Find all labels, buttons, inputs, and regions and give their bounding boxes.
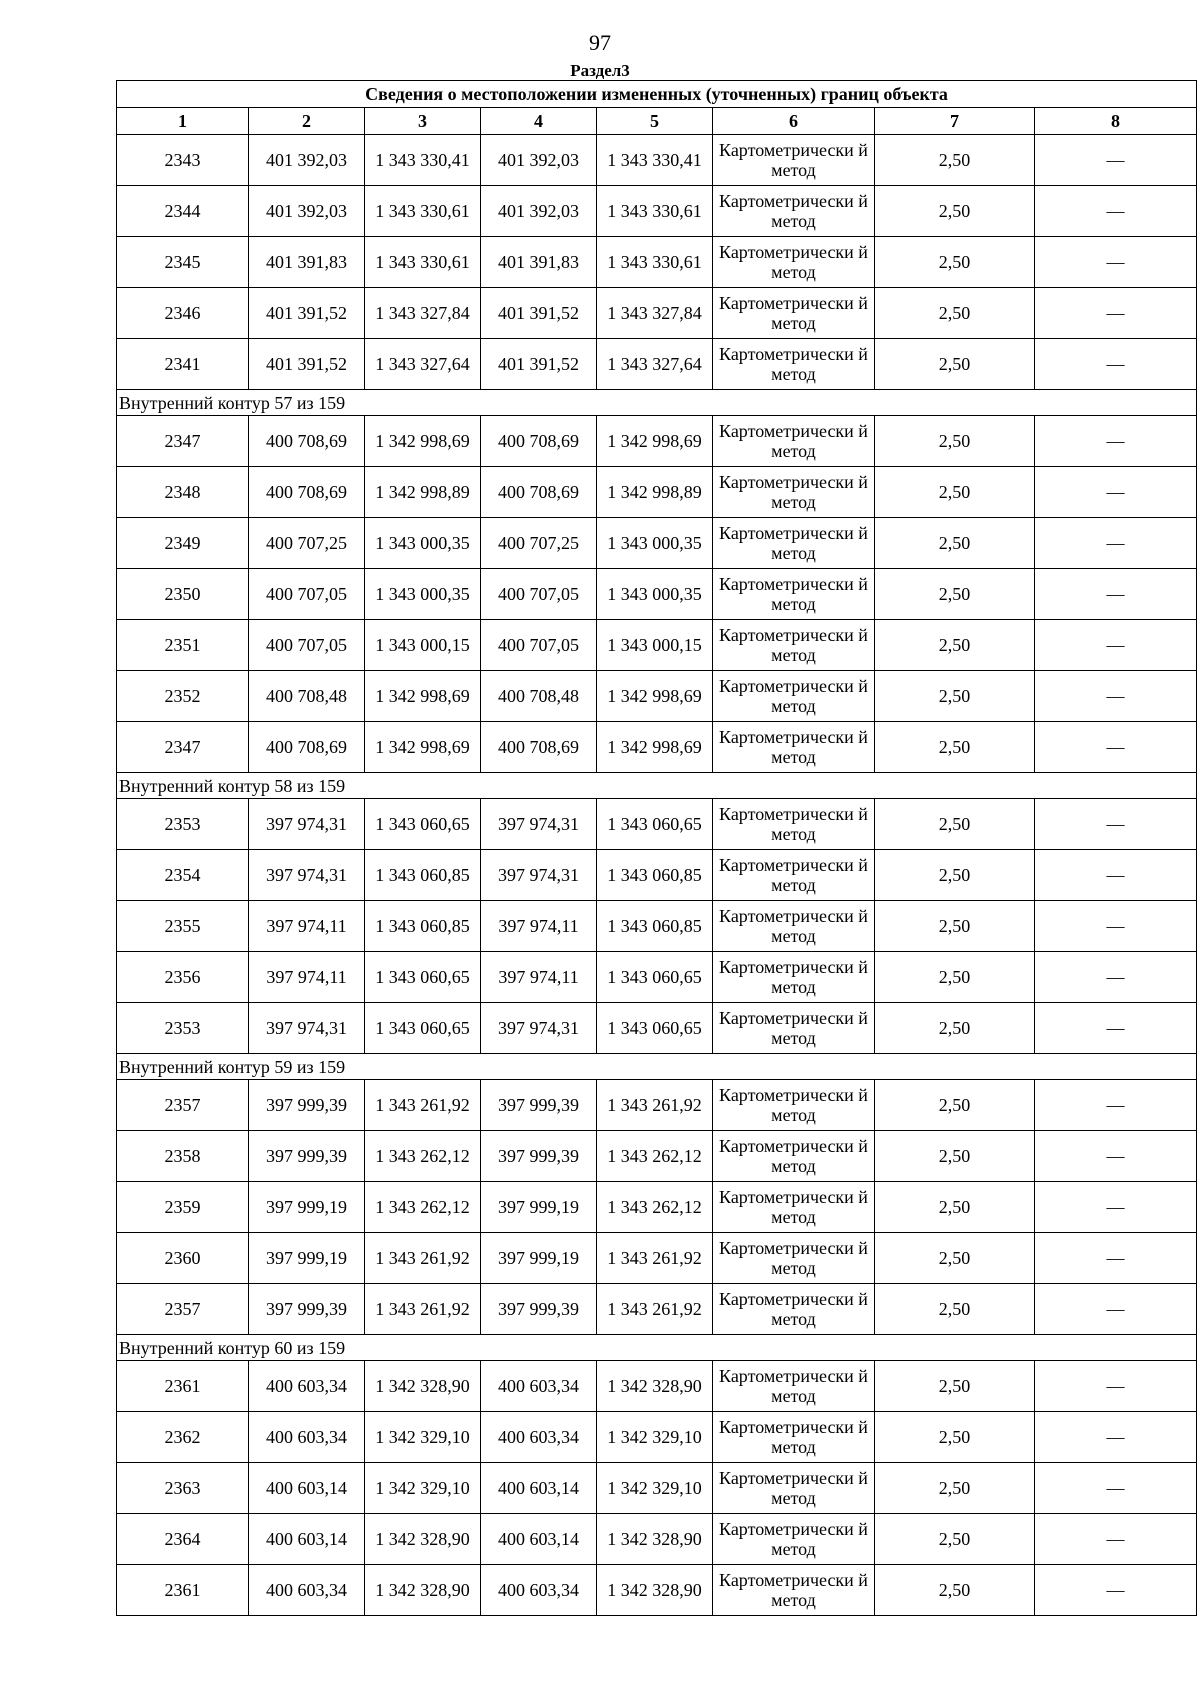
y-coord-cell: 1 343 330,61	[365, 237, 481, 288]
table-row	[117, 901, 1197, 952]
y-coord-cell: 1 343 262,12	[365, 1131, 481, 1182]
y-coord-new-cell: 1 343 060,65	[597, 952, 713, 1003]
accuracy-cell: 2,50	[875, 1514, 1035, 1565]
accuracy-cell: 2,50	[875, 416, 1035, 467]
contour-row	[117, 773, 1197, 799]
y-coord-new-cell: 1 343 261,92	[597, 1080, 713, 1131]
x-coord-cell: 397 974,31	[249, 1003, 365, 1054]
method-cell: Картометрически й метод	[713, 237, 875, 288]
accuracy-cell: 2,50	[875, 1131, 1035, 1182]
x-coord-cell: 400 708,48	[249, 671, 365, 722]
table-row	[117, 135, 1197, 186]
method-cell: Картометрически й метод	[713, 901, 875, 952]
x-coord-new-cell: 400 707,05	[481, 569, 597, 620]
description-cell: —	[1035, 799, 1197, 850]
x-coord-new-cell: 400 603,34	[481, 1412, 597, 1463]
method-cell: Картометрически й метод	[713, 952, 875, 1003]
point-number-cell: 2345	[117, 237, 249, 288]
method-cell: Картометрически й метод	[713, 620, 875, 671]
x-coord-new-cell: 397 974,31	[481, 850, 597, 901]
description-cell: —	[1035, 467, 1197, 518]
y-coord-new-cell: 1 342 328,90	[597, 1565, 713, 1616]
point-number-cell: 2356	[117, 952, 249, 1003]
point-number-cell: 2347	[117, 416, 249, 467]
method-cell: Картометрически й метод	[713, 671, 875, 722]
contour-label: Внутренний контур 60 из 159	[117, 1335, 1197, 1361]
point-number-cell: 2357	[117, 1080, 249, 1131]
method-cell: Картометрически й метод	[713, 1565, 875, 1616]
x-coord-new-cell: 397 999,19	[481, 1182, 597, 1233]
x-coord-cell: 400 708,69	[249, 467, 365, 518]
x-coord-cell: 400 603,14	[249, 1463, 365, 1514]
accuracy-cell: 2,50	[875, 1412, 1035, 1463]
accuracy-cell: 2,50	[875, 1182, 1035, 1233]
table-row	[117, 1003, 1197, 1054]
contour-row	[117, 1335, 1197, 1361]
y-coord-cell: 1 343 000,35	[365, 518, 481, 569]
point-number-cell: 2354	[117, 850, 249, 901]
method-cell: Картометрически й метод	[713, 1080, 875, 1131]
point-number-cell: 2355	[117, 901, 249, 952]
description-cell: —	[1035, 1361, 1197, 1412]
x-coord-cell: 397 999,39	[249, 1131, 365, 1182]
x-coord-new-cell: 400 708,48	[481, 671, 597, 722]
y-coord-cell: 1 343 327,64	[365, 339, 481, 390]
accuracy-cell: 2,50	[875, 186, 1035, 237]
description-cell: —	[1035, 237, 1197, 288]
y-coord-cell: 1 342 998,69	[365, 671, 481, 722]
point-number-cell: 2357	[117, 1284, 249, 1335]
method-cell: Картометрически й метод	[713, 569, 875, 620]
method-cell: Картометрически й метод	[713, 1284, 875, 1335]
x-coord-cell: 401 391,52	[249, 288, 365, 339]
accuracy-cell: 2,50	[875, 671, 1035, 722]
y-coord-new-cell: 1 342 329,10	[597, 1463, 713, 1514]
accuracy-cell: 2,50	[875, 1565, 1035, 1616]
point-number-cell: 2364	[117, 1514, 249, 1565]
method-cell: Картометрически й метод	[713, 467, 875, 518]
method-cell: Картометрически й метод	[713, 288, 875, 339]
y-coord-cell: 1 342 328,90	[365, 1514, 481, 1565]
y-coord-cell: 1 343 327,84	[365, 288, 481, 339]
description-cell: —	[1035, 1182, 1197, 1233]
header-cell: 8	[1035, 108, 1197, 135]
boundary-table	[116, 80, 1197, 1616]
method-cell: Картометрически й метод	[713, 1361, 875, 1412]
point-number-cell: 2343	[117, 135, 249, 186]
y-coord-new-cell: 1 343 330,61	[597, 186, 713, 237]
header-cell: 2	[249, 108, 365, 135]
y-coord-new-cell: 1 343 060,65	[597, 1003, 713, 1054]
point-number-cell: 2352	[117, 671, 249, 722]
x-coord-cell: 401 392,03	[249, 186, 365, 237]
y-coord-new-cell: 1 343 261,92	[597, 1284, 713, 1335]
x-coord-new-cell: 401 392,03	[481, 186, 597, 237]
point-number-cell: 2360	[117, 1233, 249, 1284]
x-coord-new-cell: 401 391,52	[481, 288, 597, 339]
point-number-cell: 2353	[117, 799, 249, 850]
x-coord-cell: 400 708,69	[249, 416, 365, 467]
point-number-cell: 2349	[117, 518, 249, 569]
table-row	[117, 186, 1197, 237]
contour-label: Внутренний контур 57 из 159	[117, 390, 1197, 416]
description-cell: —	[1035, 1284, 1197, 1335]
x-coord-new-cell: 400 707,25	[481, 518, 597, 569]
method-cell: Картометрически й метод	[713, 518, 875, 569]
accuracy-cell: 2,50	[875, 722, 1035, 773]
accuracy-cell: 2,50	[875, 569, 1035, 620]
y-coord-cell: 1 343 330,41	[365, 135, 481, 186]
y-coord-cell: 1 343 000,35	[365, 569, 481, 620]
y-coord-new-cell: 1 342 328,90	[597, 1514, 713, 1565]
description-cell: —	[1035, 1463, 1197, 1514]
table-row	[117, 1284, 1197, 1335]
description-cell: —	[1035, 135, 1197, 186]
table-row	[117, 671, 1197, 722]
accuracy-cell: 2,50	[875, 1233, 1035, 1284]
accuracy-cell: 2,50	[875, 952, 1035, 1003]
accuracy-cell: 2,50	[875, 1080, 1035, 1131]
method-cell: Картометрически й метод	[713, 1463, 875, 1514]
y-coord-cell: 1 343 330,61	[365, 186, 481, 237]
y-coord-new-cell: 1 342 998,69	[597, 722, 713, 773]
header-cell: 5	[597, 108, 713, 135]
table-row	[117, 467, 1197, 518]
method-cell: Картометрически й метод	[713, 1003, 875, 1054]
table-row	[117, 952, 1197, 1003]
method-cell: Картометрически й метод	[713, 1182, 875, 1233]
x-coord-cell: 400 707,05	[249, 569, 365, 620]
table-row	[117, 1182, 1197, 1233]
header-cell: 1	[117, 108, 249, 135]
description-cell: —	[1035, 288, 1197, 339]
x-coord-cell: 397 999,39	[249, 1284, 365, 1335]
description-cell: —	[1035, 671, 1197, 722]
y-coord-cell: 1 343 262,12	[365, 1182, 481, 1233]
x-coord-cell: 400 603,14	[249, 1514, 365, 1565]
method-cell: Картометрически й метод	[713, 850, 875, 901]
description-cell: —	[1035, 1080, 1197, 1131]
y-coord-new-cell: 1 343 330,61	[597, 237, 713, 288]
table-row	[117, 339, 1197, 390]
method-cell: Картометрически й метод	[713, 1514, 875, 1565]
point-number-cell: 2362	[117, 1412, 249, 1463]
y-coord-cell: 1 342 998,69	[365, 722, 481, 773]
accuracy-cell: 2,50	[875, 135, 1035, 186]
y-coord-new-cell: 1 343 327,84	[597, 288, 713, 339]
table-row	[117, 569, 1197, 620]
description-cell: —	[1035, 1003, 1197, 1054]
table-row	[117, 1131, 1197, 1182]
method-cell: Картометрически й метод	[713, 1233, 875, 1284]
y-coord-cell: 1 342 328,90	[365, 1565, 481, 1616]
description-cell: —	[1035, 416, 1197, 467]
point-number-cell: 2359	[117, 1182, 249, 1233]
y-coord-cell: 1 343 060,85	[365, 850, 481, 901]
point-number-cell: 2347	[117, 722, 249, 773]
description-cell: —	[1035, 620, 1197, 671]
y-coord-cell: 1 343 060,65	[365, 1003, 481, 1054]
method-cell: Картометрически й метод	[713, 339, 875, 390]
x-coord-new-cell: 400 603,34	[481, 1361, 597, 1412]
contour-row	[117, 1054, 1197, 1080]
accuracy-cell: 2,50	[875, 799, 1035, 850]
y-coord-new-cell: 1 342 998,69	[597, 671, 713, 722]
y-coord-new-cell: 1 343 060,85	[597, 850, 713, 901]
x-coord-cell: 400 603,34	[249, 1565, 365, 1616]
point-number-cell: 2361	[117, 1361, 249, 1412]
contour-label: Внутренний контур 59 из 159	[117, 1054, 1197, 1080]
x-coord-cell: 400 708,69	[249, 722, 365, 773]
accuracy-cell: 2,50	[875, 901, 1035, 952]
method-cell: Картометрически й метод	[713, 1412, 875, 1463]
x-coord-cell: 401 392,03	[249, 135, 365, 186]
y-coord-new-cell: 1 343 262,12	[597, 1182, 713, 1233]
x-coord-cell: 400 603,34	[249, 1412, 365, 1463]
y-coord-new-cell: 1 342 328,90	[597, 1361, 713, 1412]
table-row	[117, 850, 1197, 901]
x-coord-new-cell: 397 999,19	[481, 1233, 597, 1284]
x-coord-cell: 400 707,25	[249, 518, 365, 569]
y-coord-cell: 1 342 329,10	[365, 1463, 481, 1514]
table-row	[117, 1233, 1197, 1284]
y-coord-cell: 1 343 261,92	[365, 1284, 481, 1335]
y-coord-cell: 1 343 261,92	[365, 1080, 481, 1131]
x-coord-cell: 401 391,52	[249, 339, 365, 390]
x-coord-cell: 400 603,34	[249, 1361, 365, 1412]
x-coord-new-cell: 397 974,31	[481, 799, 597, 850]
y-coord-new-cell: 1 343 262,12	[597, 1131, 713, 1182]
table-row	[117, 620, 1197, 671]
description-cell: —	[1035, 569, 1197, 620]
x-coord-new-cell: 397 999,39	[481, 1080, 597, 1131]
description-cell: —	[1035, 518, 1197, 569]
description-cell: —	[1035, 1514, 1197, 1565]
x-coord-new-cell: 400 708,69	[481, 416, 597, 467]
accuracy-cell: 2,50	[875, 1361, 1035, 1412]
accuracy-cell: 2,50	[875, 518, 1035, 569]
y-coord-new-cell: 1 343 330,41	[597, 135, 713, 186]
table-row	[117, 1463, 1197, 1514]
y-coord-cell: 1 343 261,92	[365, 1233, 481, 1284]
table-row	[117, 1361, 1197, 1412]
y-coord-new-cell: 1 342 329,10	[597, 1412, 713, 1463]
contour-row	[117, 390, 1197, 416]
contour-label: Внутренний контур 58 из 159	[117, 773, 1197, 799]
x-coord-cell: 400 707,05	[249, 620, 365, 671]
description-cell: —	[1035, 850, 1197, 901]
x-coord-cell: 397 974,31	[249, 799, 365, 850]
x-coord-new-cell: 397 974,31	[481, 1003, 597, 1054]
table-row	[117, 416, 1197, 467]
table-row	[117, 1565, 1197, 1616]
y-coord-cell: 1 343 060,85	[365, 901, 481, 952]
table-row	[117, 799, 1197, 850]
y-coord-new-cell: 1 343 060,85	[597, 901, 713, 952]
header-cell: 4	[481, 108, 597, 135]
table-row	[117, 1412, 1197, 1463]
x-coord-cell: 397 999,19	[249, 1233, 365, 1284]
description-cell: —	[1035, 722, 1197, 773]
y-coord-new-cell: 1 342 998,69	[597, 416, 713, 467]
description-cell: —	[1035, 186, 1197, 237]
accuracy-cell: 2,50	[875, 620, 1035, 671]
x-coord-new-cell: 401 391,52	[481, 339, 597, 390]
accuracy-cell: 2,50	[875, 288, 1035, 339]
point-number-cell: 2351	[117, 620, 249, 671]
method-cell: Картометрически й метод	[713, 722, 875, 773]
description-cell: —	[1035, 952, 1197, 1003]
method-cell: Картометрически й метод	[713, 135, 875, 186]
description-cell: —	[1035, 1131, 1197, 1182]
x-coord-new-cell: 397 999,39	[481, 1284, 597, 1335]
x-coord-new-cell: 401 392,03	[481, 135, 597, 186]
description-cell: —	[1035, 339, 1197, 390]
accuracy-cell: 2,50	[875, 339, 1035, 390]
accuracy-cell: 2,50	[875, 850, 1035, 901]
accuracy-cell: 2,50	[875, 1003, 1035, 1054]
x-coord-cell: 397 999,39	[249, 1080, 365, 1131]
y-coord-new-cell: 1 343 000,15	[597, 620, 713, 671]
table-row	[117, 1514, 1197, 1565]
description-cell: —	[1035, 1565, 1197, 1616]
point-number-cell: 2361	[117, 1565, 249, 1616]
y-coord-cell: 1 342 329,10	[365, 1412, 481, 1463]
section-title: Раздел3	[570, 61, 630, 80]
table-title: Сведения о местоположении измененных (уточненных) границ объекта	[117, 81, 1197, 108]
x-coord-new-cell: 397 974,11	[481, 952, 597, 1003]
y-coord-cell: 1 343 060,65	[365, 952, 481, 1003]
y-coord-new-cell: 1 343 000,35	[597, 518, 713, 569]
y-coord-new-cell: 1 343 327,64	[597, 339, 713, 390]
x-coord-new-cell: 397 974,11	[481, 901, 597, 952]
x-coord-new-cell: 400 603,14	[481, 1514, 597, 1565]
point-number-cell: 2346	[117, 288, 249, 339]
accuracy-cell: 2,50	[875, 1284, 1035, 1335]
x-coord-cell: 397 974,11	[249, 901, 365, 952]
y-coord-cell: 1 342 998,69	[365, 416, 481, 467]
table-row	[117, 237, 1197, 288]
method-cell: Картометрически й метод	[713, 1131, 875, 1182]
x-coord-cell: 397 974,31	[249, 850, 365, 901]
description-cell: —	[1035, 901, 1197, 952]
point-number-cell: 2358	[117, 1131, 249, 1182]
y-coord-new-cell: 1 343 261,92	[597, 1233, 713, 1284]
header-cell: 6	[713, 108, 875, 135]
accuracy-cell: 2,50	[875, 467, 1035, 518]
accuracy-cell: 2,50	[875, 237, 1035, 288]
x-coord-cell: 397 974,11	[249, 952, 365, 1003]
method-cell: Картометрически й метод	[713, 186, 875, 237]
header-cell: 3	[365, 108, 481, 135]
point-number-cell: 2344	[117, 186, 249, 237]
header-row	[117, 108, 1197, 135]
table-row	[117, 1080, 1197, 1131]
description-cell: —	[1035, 1412, 1197, 1463]
point-number-cell: 2348	[117, 467, 249, 518]
page-number: 97	[589, 30, 611, 55]
table-row	[117, 288, 1197, 339]
x-coord-new-cell: 400 708,69	[481, 722, 597, 773]
accuracy-cell: 2,50	[875, 1463, 1035, 1514]
point-number-cell: 2353	[117, 1003, 249, 1054]
x-coord-cell: 401 391,83	[249, 237, 365, 288]
y-coord-new-cell: 1 342 998,89	[597, 467, 713, 518]
method-cell: Картометрически й метод	[713, 799, 875, 850]
table-row	[117, 722, 1197, 773]
x-coord-new-cell: 400 603,14	[481, 1463, 597, 1514]
x-coord-new-cell: 400 707,05	[481, 620, 597, 671]
x-coord-new-cell: 400 708,69	[481, 467, 597, 518]
header-cell: 7	[875, 108, 1035, 135]
y-coord-new-cell: 1 343 060,65	[597, 799, 713, 850]
y-coord-cell: 1 343 000,15	[365, 620, 481, 671]
x-coord-cell: 397 999,19	[249, 1182, 365, 1233]
y-coord-cell: 1 342 998,89	[365, 467, 481, 518]
x-coord-new-cell: 397 999,39	[481, 1131, 597, 1182]
point-number-cell: 2363	[117, 1463, 249, 1514]
y-coord-new-cell: 1 343 000,35	[597, 569, 713, 620]
point-number-cell: 2350	[117, 569, 249, 620]
y-coord-cell: 1 343 060,65	[365, 799, 481, 850]
y-coord-cell: 1 342 328,90	[365, 1361, 481, 1412]
method-cell: Картометрически й метод	[713, 416, 875, 467]
x-coord-new-cell: 401 391,83	[481, 237, 597, 288]
description-cell: —	[1035, 1233, 1197, 1284]
x-coord-new-cell: 400 603,34	[481, 1565, 597, 1616]
point-number-cell: 2341	[117, 339, 249, 390]
table-row	[117, 518, 1197, 569]
